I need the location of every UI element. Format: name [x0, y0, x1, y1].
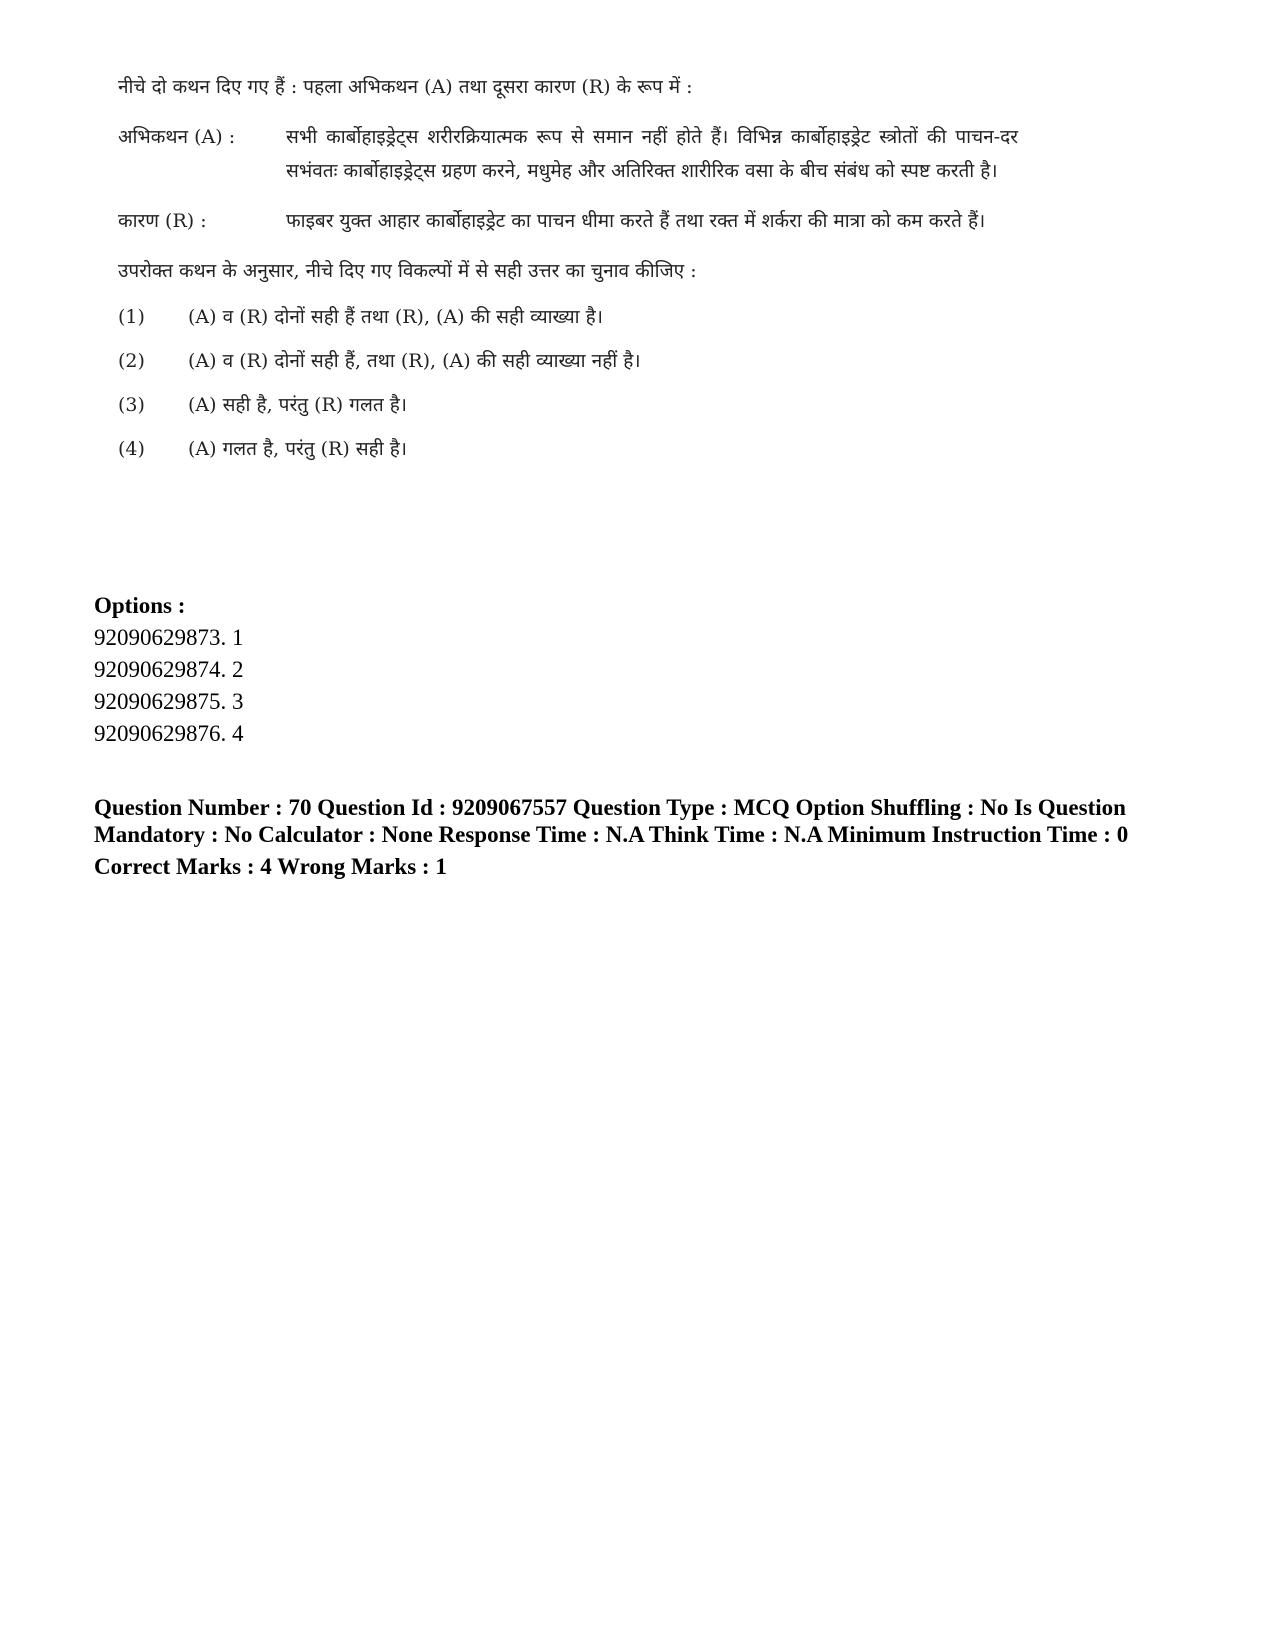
assertion-text: सभी कार्बोहाइड्रेट्स शरीरक्रियात्मक रूप से समान नहीं होते हैं। विभिन्न कार्बोहाइड्रेट स्त्रोतों की पाचन-दर सभंवतः कार्बोहाइड्रेट्स ग्रहण करने, मधुमेह और अतिरिक्त शारीरिक वसा के बीच संबंध को स्पष्ट करती है।	[286, 126, 1018, 182]
option-item: 92090629875. 3	[94, 689, 244, 714]
assertion-label: अभिकथन (A) :	[118, 126, 236, 148]
reason-text: फाइबर युक्त आहार कार्बोहाइड्रेट का पाचन धीमा करते हैं तथा रक्त में शर्करा की मात्रा को कम करते हैं।	[286, 210, 986, 232]
option-item: 92090629876. 4	[94, 721, 244, 746]
choice-text: (A) सही है, परंतु (R) गलत है।	[188, 394, 407, 416]
option-item: 92090629873. 1	[94, 625, 244, 650]
choice-text: (A) गलत है, परंतु (R) सही है।	[188, 438, 407, 460]
reason-label: कारण (R) :	[118, 210, 207, 232]
choice-item	[118, 388, 1018, 432]
choice-number: (1)	[118, 306, 145, 328]
options-heading: Options :	[94, 593, 186, 618]
question-info: Question Number : 70 Question Id : 9209067557 Question Type : MCQ Option Shuffling : No Is Question Mandatory : No Calculator : None Response Time : N.A Think Time : N.A Minimum Instruction Time : 0	[94, 795, 1129, 847]
question-image	[118, 70, 1018, 476]
assertion-row	[118, 120, 1018, 188]
option-item: 92090629874. 2	[94, 657, 244, 682]
choice-number: (3)	[118, 394, 145, 416]
question-metadata	[94, 590, 1174, 880]
choice-item	[118, 432, 1018, 476]
question-instruction: उपरोक्त कथन के अनुसार, नीचे दिए गए विकल्पों में से सही उत्तर का चुनाव कीजिए :	[118, 260, 697, 282]
reason-row	[118, 204, 1018, 238]
choice-text: (A) व (R) दोनों सही हैं, तथा (R), (A) की सही व्याख्या नहीं है।	[188, 350, 641, 372]
choice-number: (2)	[118, 350, 145, 372]
choice-number: (4)	[118, 438, 145, 460]
choice-item	[118, 344, 1018, 388]
choice-item	[118, 300, 1018, 344]
marks-info: Correct Marks : 4 Wrong Marks : 1	[94, 854, 447, 879]
question-intro: नीचे दो कथन दिए गए हैं : पहला अभिकथन (A) तथा दूसरा कारण (R) के रूप में :	[118, 76, 693, 98]
choice-text: (A) व (R) दोनों सही हैं तथा (R), (A) की सही व्याख्या है।	[188, 306, 603, 328]
